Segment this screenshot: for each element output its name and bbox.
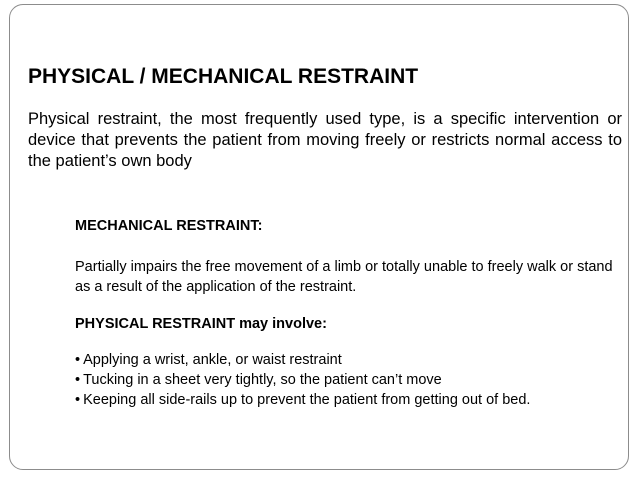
- bullet-icon: •: [75, 372, 81, 388]
- bullet-text: Tucking in a sheet very tightly, so the patient can’t move: [83, 372, 442, 388]
- list-item: [75, 350, 620, 370]
- list-item: [75, 370, 620, 390]
- mechanical-restraint-heading: MECHANICAL RESTRAINT:: [75, 218, 263, 234]
- bullet-text: Keeping all side-rails up to prevent the patient from getting out of bed.: [83, 392, 531, 408]
- intro-paragraph: Physical restraint, the most frequently used type, is a specific intervention or device that prevents the patient from moving freely or restricts normal access to the patient’s own body: [28, 110, 622, 170]
- mechanical-restraint-description: Partially impairs the free movement of a limb or totally unable to freely walk or stand as a result of the application of the restraint.: [75, 259, 613, 295]
- bullet-icon: •: [75, 392, 81, 408]
- bullet-text: Applying a wrist, ankle, or waist restraint: [83, 352, 342, 368]
- physical-restraint-heading: PHYSICAL RESTRAINT may involve:: [75, 316, 327, 332]
- bullet-icon: •: [75, 352, 81, 368]
- list-item: [75, 390, 620, 410]
- restraint-bullet-list: [75, 350, 620, 410]
- slide-title: PHYSICAL / MECHANICAL RESTRAINT: [28, 65, 419, 88]
